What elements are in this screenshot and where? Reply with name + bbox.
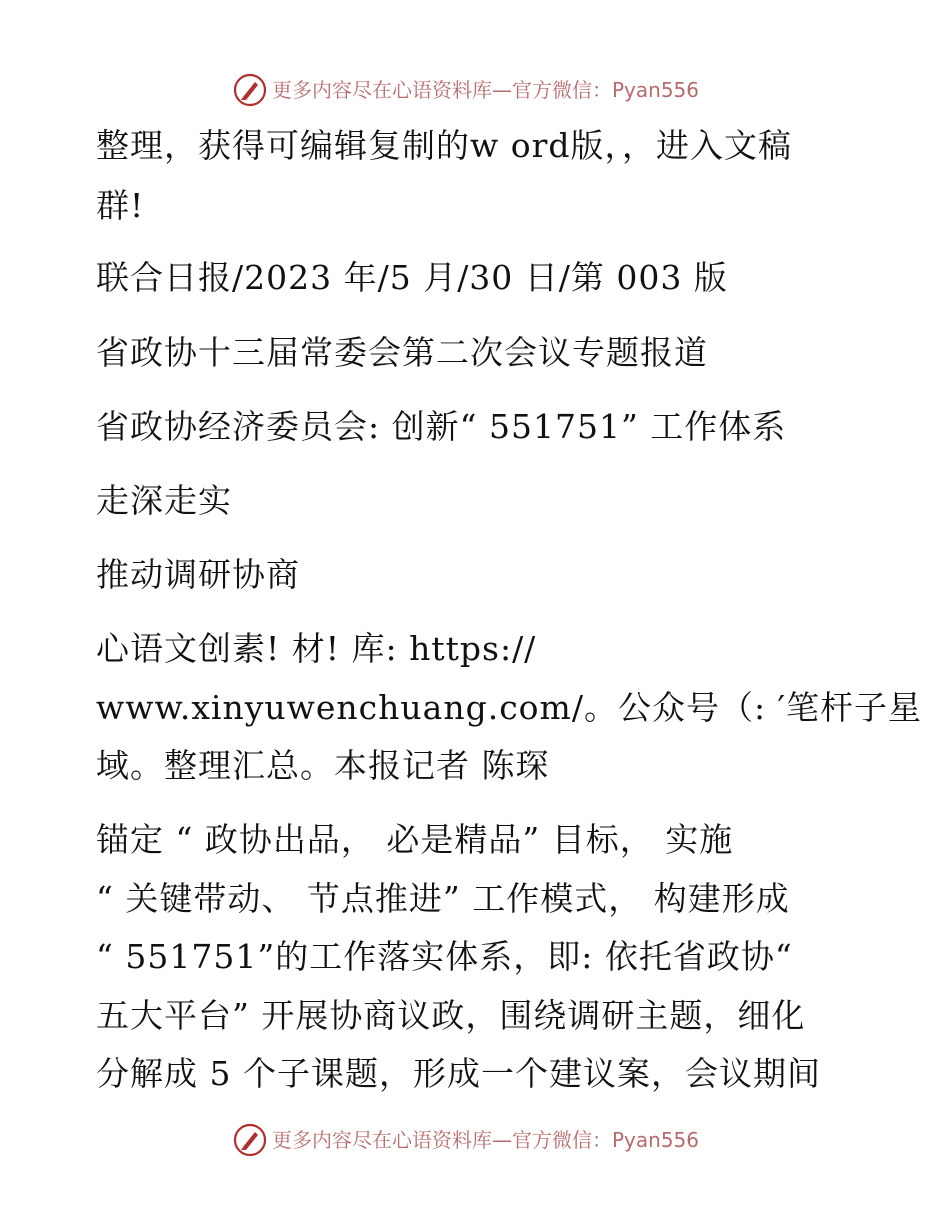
watermark-text: 更多内容尽在心语资料库—官方微信：Pyan556	[272, 78, 700, 102]
body-line: www.xinyuwenchuang.com/。公众号（: ′笔杆子星	[96, 688, 923, 727]
headline-line: 推动调研协商	[96, 555, 300, 594]
body-line: 整理，获得可编辑复制的w ord版，，进入文稿	[96, 126, 793, 165]
watermark-text: 更多内容尽在心语资料库—官方微信：Pyan556	[272, 1128, 700, 1152]
watermark-banner-bottom	[0, 1120, 950, 1160]
watermark-banner-top	[0, 70, 950, 110]
body-line: 五大平台” 开展协商议政，围绕调研主题，细化	[96, 996, 806, 1035]
publication-line: 联合日报/2023 年/5 月/30 日/第 003 版	[96, 258, 728, 297]
headline-line: 走深走实	[96, 481, 232, 520]
pen-quill-logo-icon	[233, 1123, 267, 1157]
body-line: 域。整理汇总。本报记者 陈琛	[96, 746, 550, 785]
pen-quill-logo-icon	[233, 73, 267, 107]
body-line: 心语文创素! 材! 库: https://	[96, 629, 537, 668]
body-line: “ 551751”的工作落实体系，即: 依托省政协“	[96, 937, 793, 976]
body-line: 省政协十三届常委会第二次会议专题报道	[96, 333, 708, 372]
body-line: 群!	[96, 186, 145, 225]
headline-line: 省政协经济委员会: 创新“ 551751” 工作体系	[96, 407, 787, 446]
body-line: “ 关键带动、 节点推进” 工作模式， 构建形成	[96, 879, 790, 918]
body-line: 分解成 5 个子课题，形成一个建议案，会议期间	[96, 1054, 821, 1093]
body-line: 锚定 “ 政协出品， 必是精品” 目标， 实施	[96, 820, 734, 859]
